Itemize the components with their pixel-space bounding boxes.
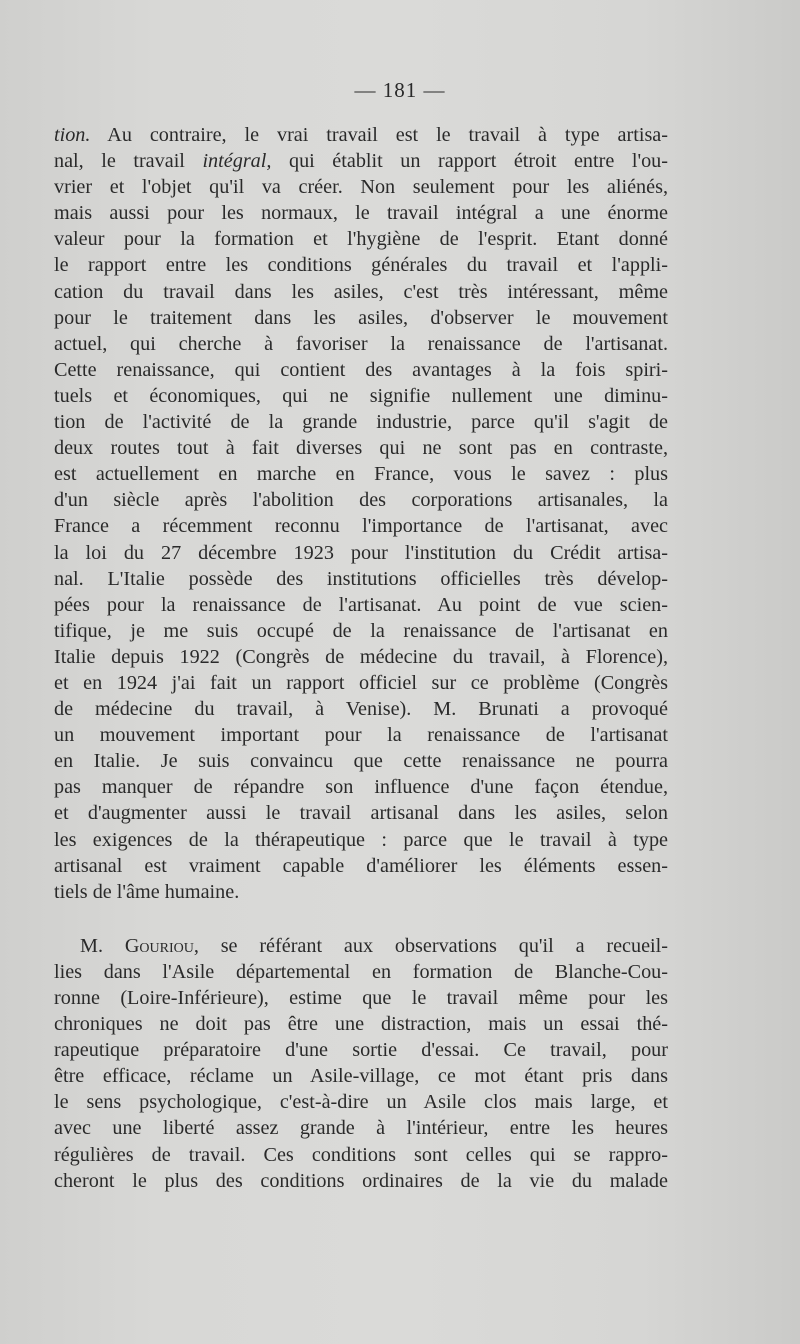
paragraph xyxy=(54,933,668,1194)
paragraph xyxy=(54,122,668,905)
text-fragment: nal, le travail xyxy=(54,150,203,173)
text-line: Italie depuis 1922 (Congrès de médecine du travail, à Florence), xyxy=(54,645,668,668)
text-line: actuel, qui cherche à favoriser la renaissance de l'artisanat. xyxy=(54,332,668,355)
speaker-name: Gouriou xyxy=(124,934,194,957)
text-fragment: M. xyxy=(80,934,125,957)
text-line xyxy=(54,933,668,959)
text-line: régulières de travail. Ces conditions sont celles qui se rappro- xyxy=(54,1143,668,1166)
text-line: ronne (Loire-Inférieure), estime que le travail même pour les xyxy=(54,987,668,1009)
text-line: tiels de l'âme humaine. xyxy=(54,880,240,903)
text-line: les exigences de la thérapeutique : parce que le travail à type xyxy=(54,828,668,851)
text-line: en Italie. Je suis convaincu que cette renaissance ne pourra xyxy=(54,750,668,773)
body-text xyxy=(54,122,668,1194)
text-line: cation du travail dans les asiles, c'est très intéressant, même xyxy=(54,280,668,303)
text-line: d'un siècle après l'abolition des corporations artisanales, la xyxy=(54,489,668,512)
text-line: de médecine du travail, à Venise). M. Brunati a provoqué xyxy=(54,698,668,721)
text-line: le rapport entre les conditions générales du travail et l'appli- xyxy=(54,254,668,277)
italic-word: tion. xyxy=(54,124,91,146)
text-line: pées pour la renaissance de l'artisanat. Au point de vue scien- xyxy=(54,593,668,616)
italic-word: intégral, xyxy=(202,150,272,173)
text-line: vrier et l'objet qu'il va créer. Non seulement pour les aliénés, xyxy=(54,176,668,199)
text-line: artisanal est vraiment capable d'améliorer les éléments essen- xyxy=(54,854,668,877)
text-line: le sens psychologique, c'est-à-dire un Asile clos mais large, et xyxy=(54,1091,668,1114)
text-line: nal. L'Italie possède des institutions officielles très dévelop- xyxy=(54,567,668,590)
text-line: tifique, je me suis occupé de la renaissance de l'artisanat en xyxy=(54,619,668,642)
text-line: est actuellement en marche en France, vous le savez : plus xyxy=(54,463,668,486)
text-line: deux routes tout à fait diverses qui ne sont pas en contraste, xyxy=(54,437,668,460)
text-line: pour le traitement dans les asiles, d'observer le mouvement xyxy=(54,306,668,329)
text-line: tion de l'activité de la grande industrie, parce qu'il s'agit de xyxy=(54,411,668,434)
text-line: être efficace, réclame un Asile-village, ce mot étant pris dans xyxy=(54,1065,668,1088)
text-line xyxy=(54,148,668,174)
text-line: rapeutique préparatoire d'une sortie d'essai. Ce travail, pour xyxy=(54,1039,668,1062)
page-number: — 181 — xyxy=(354,78,446,102)
text-line: et d'augmenter aussi le travail artisanal dans les asiles, selon xyxy=(54,802,668,825)
text-fragment: Au contraire, le vrai travail est le travail à type artisa- xyxy=(90,124,668,146)
text-line: France a récemment reconnu l'importance de l'artisanat, avec xyxy=(54,515,668,538)
text-line: la loi du 27 décembre 1923 pour l'institution du Crédit artisa- xyxy=(54,541,668,564)
paragraph-gap xyxy=(54,905,668,933)
text-line: valeur pour la formation et l'hygiène de l'esprit. Etant donné xyxy=(54,228,668,251)
text-fragment: qui établit un rapport étroit entre l'ou- xyxy=(271,150,668,173)
text-line: et en 1924 j'ai fait un rapport officiel sur ce problème (Congrès xyxy=(54,671,668,694)
text-line: chroniques ne doit pas être une distraction, mais un essai thé- xyxy=(54,1013,668,1036)
text-line: mais aussi pour les normaux, le travail intégral a une énorme xyxy=(54,202,668,225)
text-line xyxy=(54,122,668,148)
text-line: tuels et économiques, qui ne signifie nullement une diminu- xyxy=(54,384,668,407)
text-line: cheront le plus des conditions ordinaires de la vie du malade xyxy=(54,1169,668,1192)
text-line: lies dans l'Asile départemental en formation de Blanche-Cou- xyxy=(54,960,668,983)
text-line: pas manquer de répandre son influence d'une façon étendue, xyxy=(54,776,668,799)
text-line: avec une liberté assez grande à l'intérieur, entre les heures xyxy=(54,1117,668,1140)
text-fragment: , se référant aux observations qu'il a recueil- xyxy=(193,934,668,957)
text-line: Cette renaissance, qui contient des avantages à la fois spiri- xyxy=(54,358,668,381)
text-line: un mouvement important pour la renaissance de l'artisanat xyxy=(54,724,668,747)
